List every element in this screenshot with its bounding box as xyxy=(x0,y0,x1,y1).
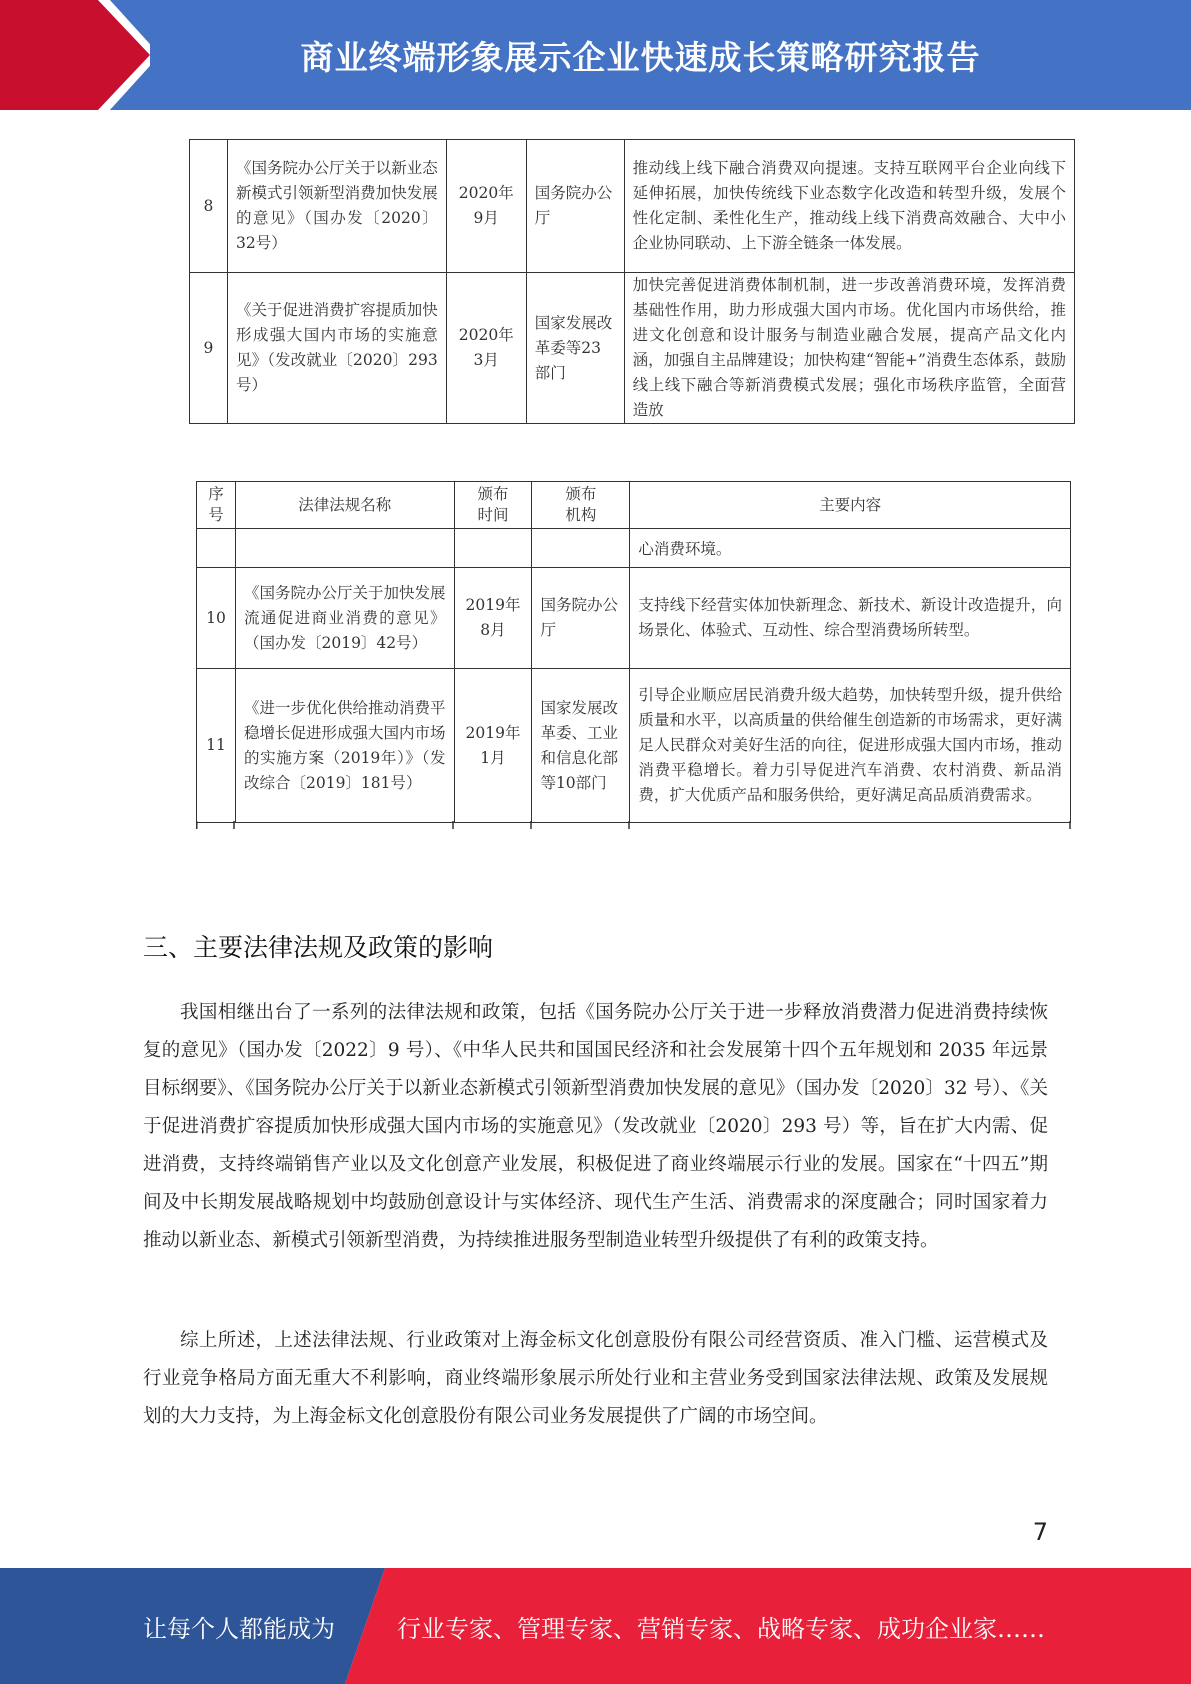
issue-date: 2020年3月 xyxy=(446,273,526,424)
table-row xyxy=(197,529,1071,568)
column-header-date: 颁布时间 xyxy=(454,482,532,529)
table-row xyxy=(197,669,1071,823)
issue-date: 2019年1月 xyxy=(454,669,532,823)
section-heading: 三、主要法律法规及政策的影响 xyxy=(143,933,494,962)
column-header-org: 颁布机构 xyxy=(532,482,630,529)
regulation-name: 《国务院办公厅关于以新业态新模式引领新型消费加快发展的意见》（国办发〔2020〕32号） xyxy=(227,140,446,273)
table-header-row xyxy=(197,482,1071,529)
column-header-number: 序号 xyxy=(197,482,236,529)
main-content: 引导企业顺应居民消费升级大趋势，加快转型升级，提升供给质量和水平，以高质量的供给催生创造新的市场需求，更好满足人民群众对美好生活的向往，促进形成强大国内市场，推动消费平稳增长。着力引导促进汽车消费、农村消费、新品消费，扩大优质产品和服务供给，更好满足高品质消费需求。 xyxy=(630,669,1071,823)
report-title: 商业终端形象展示企业快速成长策略研究报告 xyxy=(300,37,981,77)
issue-date: 2020年9月 xyxy=(446,140,526,273)
main-content: 推动线上线下融合消费双向提速。支持互联网平台企业向线下延伸拓展，加快传统线下业态数字化改造和转型升级，发展个性化定制、柔性化生产，推动线上线下消费高效融合、大中小企业协同联动、上下游全链条一体发展。 xyxy=(624,140,1074,273)
page-header xyxy=(0,0,1191,110)
table-row xyxy=(190,140,1075,273)
table-row xyxy=(197,568,1071,669)
policy-table-1 xyxy=(189,139,1075,424)
regulation-name: 《进一步优化供给推动消费平稳增长促进形成强大国内市场的实施方案（2019年）》（发改综合〔2019〕181号） xyxy=(235,669,454,823)
table-continuation-lines xyxy=(196,821,1071,829)
column-header-name: 法律法规名称 xyxy=(235,482,454,529)
row-number: 8 xyxy=(190,140,228,273)
row-number: 10 xyxy=(197,568,236,669)
footer-slogan-right: 行业专家、管理专家、营销专家、战略专家、成功企业家…… xyxy=(397,1614,1045,1643)
column-header-content: 主要内容 xyxy=(630,482,1071,529)
issuing-body: 国务院办公厅 xyxy=(526,140,624,273)
main-content: 支持线下经营实体加快新理念、新技术、新设计改造提升，向场景化、体验式、互动性、综合型消费场所转型。 xyxy=(630,568,1071,669)
regulation-name: 《关于促进消费扩容提质加快形成强大国内市场的实施意见》（发改就业〔2020〕293号） xyxy=(227,273,446,424)
header-arrow-decoration xyxy=(0,0,150,110)
table-row xyxy=(190,273,1075,424)
row-number: 9 xyxy=(190,273,228,424)
main-content: 加快完善促进消费体制机制，进一步改善消费环境，发挥消费基础性作用，助力形成强大国内市场。优化国内市场供给，推进文化创意和设计服务与制造业融合发展，提高产品文化内涵，加强自主品牌建设；加快构建“智能+”消费生态体系，鼓励线上线下融合等新消费模式发展；强化市场秩序监管，全面营造放 xyxy=(624,273,1074,424)
issuing-body: 国家发展改革委、工业和信息化部等10部门 xyxy=(532,669,630,823)
body-paragraph: 我国相继出台了一系列的法律法规和政策，包括《国务院办公厅关于进一步释放消费潜力促进消费持续恢复的意见》（国办发〔2022〕9 号）、《中华人民共和国国民经济和社会发展第十四个五年规划和 2035 年远景目标纲要》、《国务院办公厅关于以新业态新模式引领新型消费加快发展的意见》（国办发〔2020〕32 号）、《关于促进消费扩容提质加快形成强大国内市场的实施意见》（发改就业〔2020〕293 号）等，旨在扩大内需、促进消费，支持终端销售产业以及文化创意产业发展，积极促进了商业终端展示行业的发展。国家在“十四五”期间及中长期发展战略规划中均鼓励创意设计与实体经济、现代生产生活、消费需求的深度融合；同时国家着力推动以新业态、新模式引领新型消费，为持续推进服务型制造业转型升级提供了有利的政策支持。 xyxy=(143,1002,1048,1251)
page-footer xyxy=(0,1568,1191,1684)
content-continuation: 心消费环境。 xyxy=(630,529,1071,568)
regulation-name: 《国务院办公厅关于加快发展流通促进商业消费的意见》（国办发〔2019〕42号） xyxy=(235,568,454,669)
issue-date: 2019年8月 xyxy=(454,568,532,669)
footer-slogan-left: 让每个人都能成为 xyxy=(143,1614,335,1643)
page-number: 7 xyxy=(1032,1518,1048,1546)
body-paragraph: 综上所述，上述法律法规、行业政策对上海金标文化创意股份有限公司经营资质、准入门槛、运营模式及行业竞争格局方面无重大不利影响，商业终端形象展示所处行业和主营业务受到国家法律法规、政策及发展规划的大力支持，为上海金标文化创意股份有限公司业务发展提供了广阔的市场空间。 xyxy=(143,1330,1048,1427)
issuing-body: 国务院办公厅 xyxy=(532,568,630,669)
row-number: 11 xyxy=(197,669,236,823)
policy-table-2 xyxy=(196,481,1071,823)
issuing-body: 国家发展改革委等23部门 xyxy=(526,273,624,424)
